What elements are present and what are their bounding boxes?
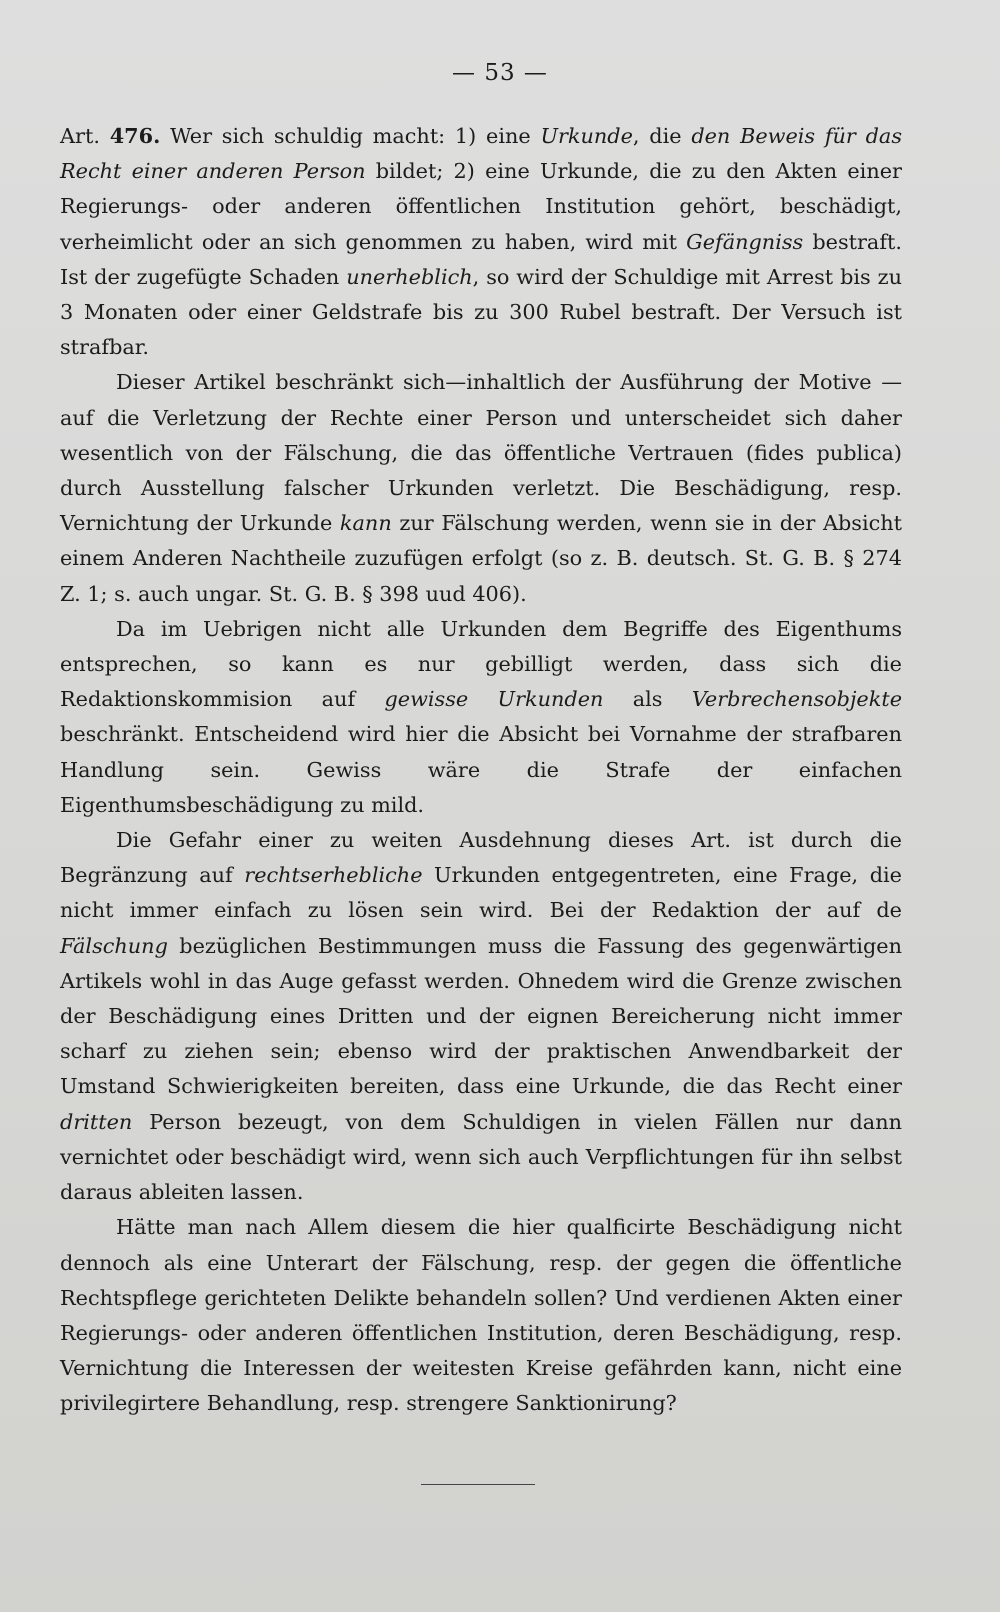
paragraph-article-476 [60,118,902,365]
page-number: — 53 — [452,60,548,86]
paragraph-commentary-4 [60,1210,902,1421]
article-text [60,118,902,1422]
paragraph-commentary-2 [60,612,902,823]
emphasis: gewisse Urkunden [384,687,604,712]
emphasis: dritten [60,1109,133,1134]
text-segment: bezüglichen Bestimmungen muss die Fassung des gegenwärtigen Artikels wohl in das Auge gefasst werden. Ohnedem wird die Grenze zwischen der Beschädigung eines Dritten und der eignen Bereicherung nicht immer scharf zu ziehen sein; ebenso wird der praktischen Anwendbarkeit der Umstand Schwierigkeiten bereiten, dass eine Urkunde, die das Recht einer [60,933,902,1099]
paragraph-commentary-1 [60,365,902,611]
text-segment: Da im Uebrigen nicht alle Urkunden dem Begriffe des Eigenthums entsprechen, so kann es nur gebilligt werden, dass sich die Redaktionskommision auf [60,616,902,712]
text-segment: Art. [60,124,110,148]
emphasis: Fälschung [60,933,168,958]
emphasis: Urkunde [540,124,633,148]
closing-rule [421,1484,535,1485]
emphasis: Verbrechensobjekte [691,687,903,712]
text-segment: bildet; 2) eine Urkunde, die zu den Akten einer Regierungs- oder anderen öffentlichen Institution gehört, beschädigt, verheimlicht oder an sich genommen zu haben, wird mit [60,159,902,254]
emphasis: unerheblich [346,264,473,289]
text-segment: beschränkt. Entscheidend wird hier die Absicht bei Vornahme der strafbaren Handlung sein. Gewiss wäre die Strafe der einfachen Eigenthumsbeschädigung zu mild. [60,722,902,817]
text-segment: Die Gefahr einer zu weiten Ausdehnung dieses Art. ist durch die Begränzung auf [60,828,902,888]
text-segment: zur Fälschung werden, wenn sie in der Absicht einem Anderen Nachtheile zuzufügen erfolgt (so z. B. deutsch. St. G. B. § 274 Z. 1; s. auch ungar. St. G. B. § 398 uud 406). [60,511,902,606]
emphasis: den Beweis für das Recht einer anderen Person [60,124,903,184]
text-segment: Wer sich schuldig macht: 1) eine [160,124,541,148]
text-segment: , die [632,124,692,148]
emphasis: kann [339,511,392,536]
text-segment: Dieser Artikel beschränkt sich—inhaltlich der Ausführung der Motive — auf die Verletzung der Rechte einer Person und unterscheidet sich daher wesentlich von der Fälschung, die das öffentliche Vertrauen (fides publica) durch Ausstellung falscher Urkunden verletzt. Die Beschädigung, resp. Vernichtung der Urkunde [60,370,902,536]
text-segment: als [603,687,692,712]
text-segment: Hätte man nach Allem diesem die hier qualficirte Beschädigung nicht dennoch als eine Unterart der Fälschung, resp. der gegen die öffentliche Rechtspflege gerichteten Delikte behandeln sollen? Und verdienen Akten einer Regierungs- oder anderen öffentlichen Institution, deren Beschädigung, resp. Vernichtung die Interessen der weitesten Kreise gefährden kann, nicht eine privilegirtere Behandlung, resp. strengere Sanktionirung? [60,1215,902,1416]
text-segment: bestraft. Ist der zugefügte Schaden [60,229,902,289]
text-segment: , so wird der Schuldige mit Arrest bis zu 3 Monaten oder einer Geldstrafe bis zu 300 Rubel bestraft. Der Versuch ist strafbar. [60,264,902,360]
emphasis: Gefängniss [686,229,804,254]
text-segment: Urkunden entgegentreten, eine Frage, die nicht immer einfach zu lösen sein wird. Bei der Redaktion der auf de [60,863,902,923]
text-segment: Person bezeugt, von dem Schuldigen in vielen Fällen nur dann vernichtet oder beschädigt wird, wenn sich auch Verpflichtungen für ihn selbst daraus ableiten lassen. [60,1109,902,1205]
article-number: 476. [109,123,161,148]
emphasis: rechtserhebliche [244,863,423,888]
paragraph-commentary-3 [60,823,902,1210]
